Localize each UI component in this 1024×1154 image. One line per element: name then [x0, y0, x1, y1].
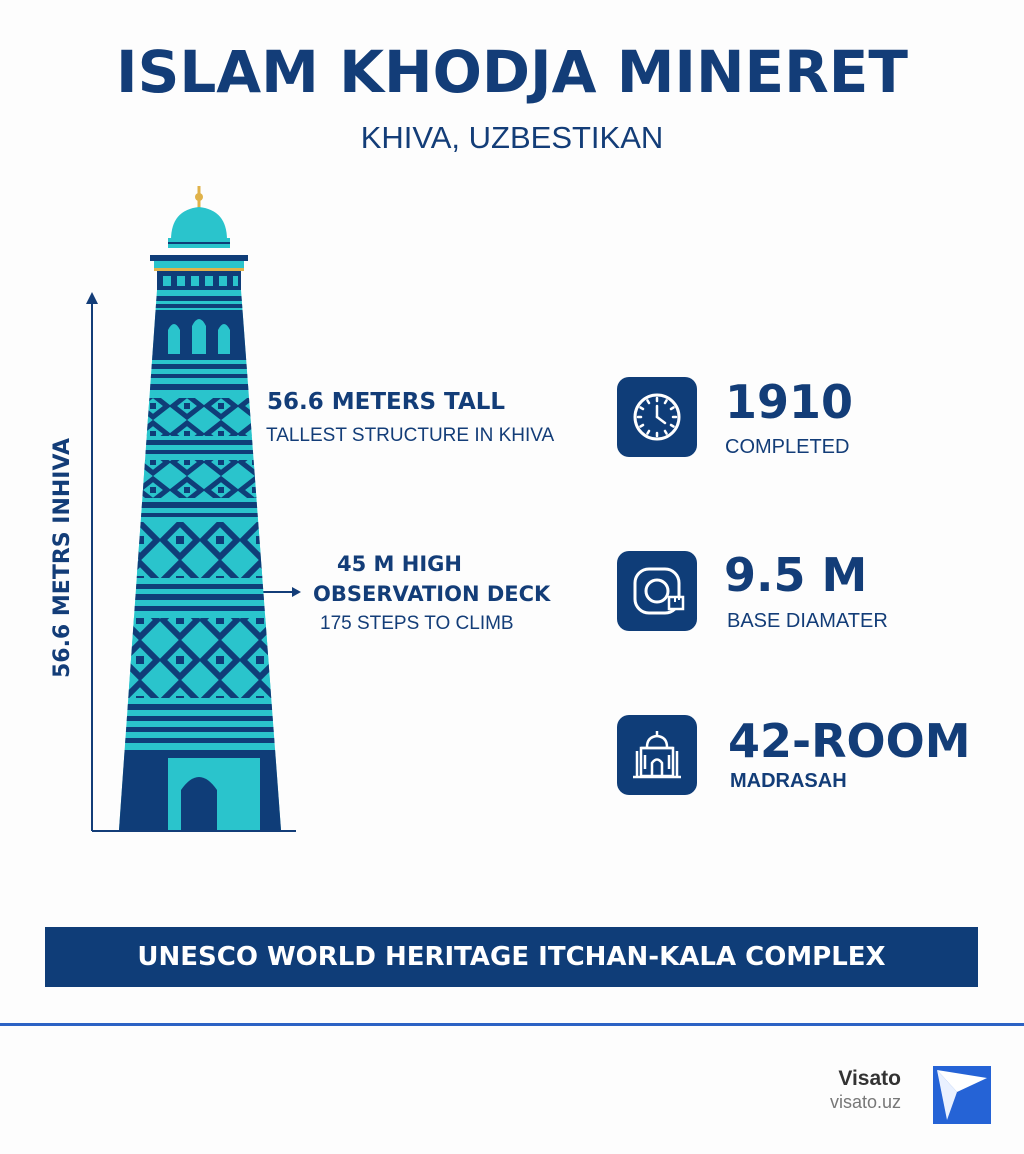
minaret-shaft: [100, 290, 300, 835]
deck-callout-heading-line1: 45 M HIGH: [337, 552, 462, 576]
height-callout-heading: 56.6 METERS TALL: [267, 389, 506, 415]
deck-pointer-arrow: [262, 587, 301, 597]
footer-divider: [0, 1023, 1024, 1026]
page-title: ISLAM KHODJA MINERET: [115, 38, 908, 106]
base-diameter-value: 9.5 M: [724, 548, 868, 602]
clock-icon: [617, 377, 697, 457]
completed-year-value: 1910: [725, 375, 854, 429]
madrasah-rooms-value: 42-ROOM: [728, 714, 971, 768]
minaret-lantern: [150, 255, 248, 291]
completed-year-label: COMPLETED: [725, 436, 850, 458]
height-callout-detail: TALLEST STRUCTURE IN KHIVA: [266, 425, 555, 446]
base-diameter-label: BASE DIAMATER: [727, 610, 888, 632]
vertical-height-label: 56.6 METRS INHIVA: [50, 437, 75, 679]
visato-logo-icon: [933, 1066, 991, 1124]
minaret-dome: [168, 186, 230, 248]
page-subtitle: KHIVA, UZBESTIKAN: [360, 120, 664, 155]
brand-url[interactable]: visato.uz: [829, 1092, 901, 1112]
unesco-banner: UNESCO WORLD HERITAGE ITCHAN-KALA COMPLEX: [45, 927, 978, 987]
madrasah-icon: [617, 715, 697, 795]
brand-name: Visato: [838, 1067, 901, 1090]
deck-callout-heading-line2: OBSERVATION DECK: [313, 582, 551, 606]
madrasah-label: MADRASAH: [730, 770, 847, 792]
tape-measure-icon: [617, 551, 697, 631]
deck-callout-detail: 175 STEPS TO CLIMB: [320, 613, 514, 634]
